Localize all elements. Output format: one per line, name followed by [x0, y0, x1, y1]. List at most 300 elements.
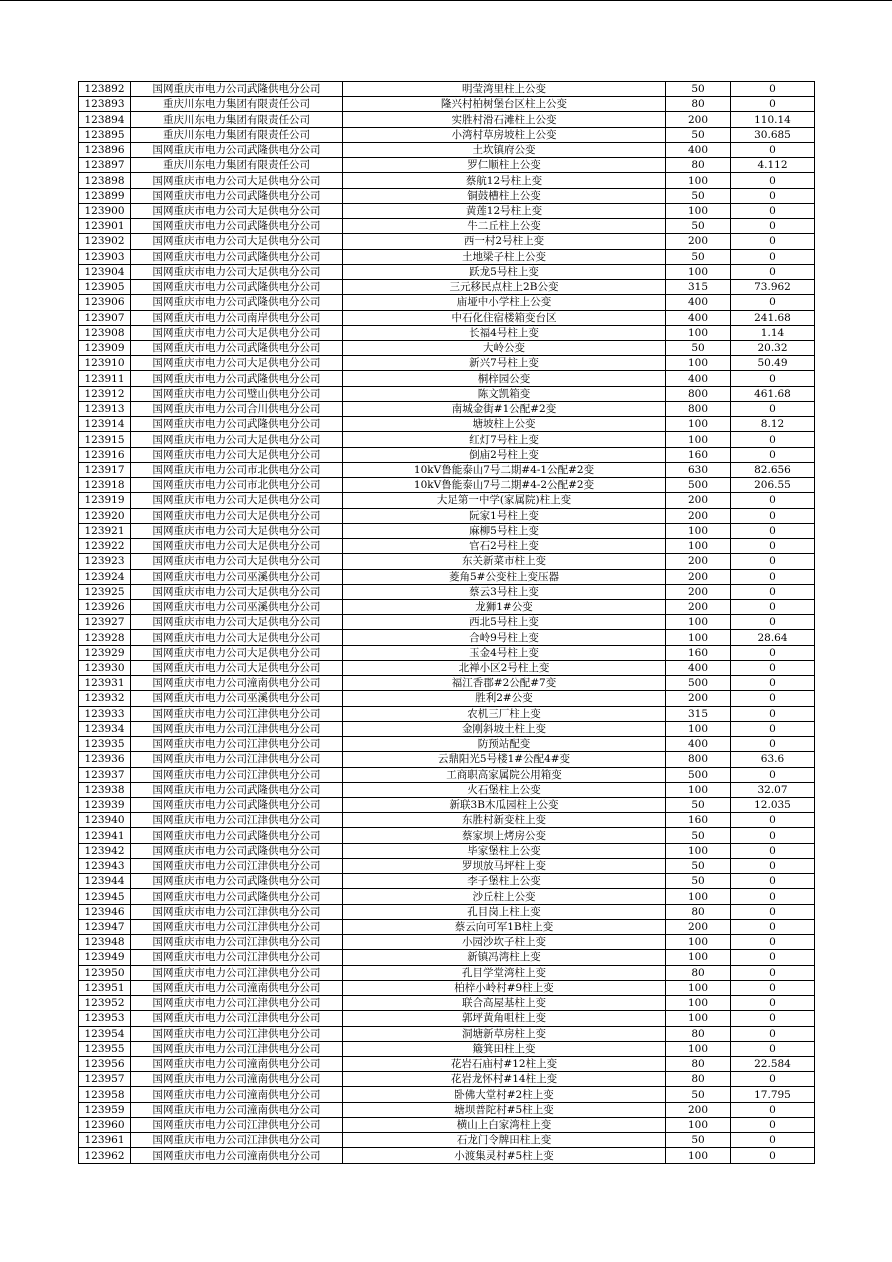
station-name-cell: 横山上白家湾柱上变	[343, 1117, 666, 1132]
value-cell: 0	[731, 965, 815, 980]
company-cell: 国网重庆市电力公司武隆供电分公司	[131, 417, 343, 432]
row-id-cell: 123937	[79, 767, 131, 782]
table-row	[79, 432, 815, 447]
station-name-cell: 10kV鲁能泰山7号二期#4-2公配#2变	[343, 478, 666, 493]
value-cell: 20.32	[731, 340, 815, 355]
table-row	[79, 219, 815, 234]
company-cell: 国网重庆市电力公司大足供电分公司	[131, 645, 343, 660]
capacity-cell: 160	[666, 645, 731, 660]
table-row	[79, 813, 815, 828]
company-cell: 国网重庆市电力公司江津供电分公司	[131, 858, 343, 873]
row-id-cell: 123921	[79, 523, 131, 538]
value-cell: 0	[731, 1072, 815, 1087]
value-cell: 0	[731, 950, 815, 965]
station-name-cell: 农机三厂柱上变	[343, 706, 666, 721]
station-name-cell: 火石堡柱上公变	[343, 782, 666, 797]
table-row	[79, 889, 815, 904]
row-id-cell: 123941	[79, 828, 131, 843]
row-id-cell: 123916	[79, 447, 131, 462]
company-cell: 重庆川东电力集团有限责任公司	[131, 97, 343, 112]
company-cell: 国网重庆市电力公司潼南供电分公司	[131, 676, 343, 691]
company-cell: 国网重庆市电力公司南岸供电分公司	[131, 310, 343, 325]
station-name-cell: 蔡云3号柱上变	[343, 584, 666, 599]
row-id-cell: 123906	[79, 295, 131, 310]
station-name-cell: 土地梁子柱上公变	[343, 249, 666, 264]
table-row	[79, 980, 815, 995]
station-name-cell: 孔目学堂湾柱上变	[343, 965, 666, 980]
page-top-rule	[0, 0, 892, 1]
row-id-cell: 123957	[79, 1072, 131, 1087]
value-cell: 0	[731, 523, 815, 538]
table-row	[79, 1102, 815, 1117]
station-name-cell: 福江香郡#2公配#7变	[343, 676, 666, 691]
row-id-cell: 123940	[79, 813, 131, 828]
row-id-cell: 123904	[79, 264, 131, 279]
table-row	[79, 417, 815, 432]
station-name-cell: 云鼎阳光5号楼1#公配4#变	[343, 752, 666, 767]
company-cell: 国网重庆市电力公司大足供电分公司	[131, 203, 343, 218]
value-cell: 0	[731, 554, 815, 569]
station-name-cell: 沙丘柱上公变	[343, 889, 666, 904]
row-id-cell: 123925	[79, 584, 131, 599]
capacity-cell: 200	[666, 569, 731, 584]
table-row	[79, 950, 815, 965]
value-cell: 0	[731, 919, 815, 934]
station-name-cell: 庙垭中小学柱上公变	[343, 295, 666, 310]
value-cell: 0	[731, 721, 815, 736]
company-cell: 国网重庆市电力公司江津供电分公司	[131, 919, 343, 934]
value-cell: 1.14	[731, 325, 815, 340]
value-cell: 461.68	[731, 386, 815, 401]
value-cell: 0	[731, 691, 815, 706]
company-cell: 国网重庆市电力公司大足供电分公司	[131, 356, 343, 371]
value-cell: 0	[731, 1102, 815, 1117]
table-row	[79, 310, 815, 325]
company-cell: 国网重庆市电力公司武隆供电分公司	[131, 371, 343, 386]
table-row	[79, 340, 815, 355]
company-cell: 国网重庆市电力公司江津供电分公司	[131, 737, 343, 752]
station-name-cell: 东关新菜市柱上变	[343, 554, 666, 569]
row-id-cell: 123933	[79, 706, 131, 721]
capacity-cell: 160	[666, 447, 731, 462]
value-cell: 241.68	[731, 310, 815, 325]
capacity-cell: 315	[666, 706, 731, 721]
station-name-cell: 官石2号柱上变	[343, 539, 666, 554]
company-cell: 国网重庆市电力公司潼南供电分公司	[131, 1148, 343, 1163]
table-row	[79, 919, 815, 934]
row-id-cell: 123895	[79, 127, 131, 142]
company-cell: 国网重庆市电力公司江津供电分公司	[131, 1133, 343, 1148]
company-cell: 国网重庆市电力公司大足供电分公司	[131, 539, 343, 554]
value-cell: 0	[731, 874, 815, 889]
station-name-cell: 小园沙坎子柱上变	[343, 935, 666, 950]
value-cell: 0	[731, 1117, 815, 1132]
value-cell: 0	[731, 737, 815, 752]
station-name-cell: 花岩龙怀村#14柱上变	[343, 1072, 666, 1087]
company-cell: 国网重庆市电力公司江津供电分公司	[131, 1011, 343, 1026]
data-table	[78, 81, 815, 1164]
row-id-cell: 123953	[79, 1011, 131, 1026]
capacity-cell: 50	[666, 340, 731, 355]
table-row	[79, 615, 815, 630]
value-cell: 0	[731, 584, 815, 599]
row-id-cell: 123931	[79, 676, 131, 691]
table-row	[79, 158, 815, 173]
company-cell: 国网重庆市电力公司江津供电分公司	[131, 721, 343, 736]
value-cell: 0	[731, 295, 815, 310]
row-id-cell: 123938	[79, 782, 131, 797]
capacity-cell: 50	[666, 127, 731, 142]
station-name-cell: 毕家堡柱上公变	[343, 843, 666, 858]
capacity-cell: 100	[666, 615, 731, 630]
station-name-cell: 黄莲12号柱上变	[343, 203, 666, 218]
company-cell: 国网重庆市电力公司江津供电分公司	[131, 767, 343, 782]
table-row	[79, 630, 815, 645]
capacity-cell: 50	[666, 82, 731, 97]
value-cell: 0	[731, 203, 815, 218]
company-cell: 国网重庆市电力公司江津供电分公司	[131, 935, 343, 950]
station-name-cell: 郭坪黄角咀柱上变	[343, 1011, 666, 1026]
value-cell: 0	[731, 858, 815, 873]
table-row	[79, 386, 815, 401]
table-row	[79, 1026, 815, 1041]
station-name-cell: 金刚斜坡土柱上变	[343, 721, 666, 736]
station-name-cell: 桐梓园公变	[343, 371, 666, 386]
row-id-cell: 123910	[79, 356, 131, 371]
capacity-cell: 200	[666, 919, 731, 934]
company-cell: 国网重庆市电力公司江津供电分公司	[131, 1041, 343, 1056]
table-row	[79, 996, 815, 1011]
table-row	[79, 280, 815, 295]
capacity-cell: 100	[666, 432, 731, 447]
table-row	[79, 249, 815, 264]
row-id-cell: 123911	[79, 371, 131, 386]
row-id-cell: 123903	[79, 249, 131, 264]
company-cell: 国网重庆市电力公司潼南供电分公司	[131, 1057, 343, 1072]
value-cell: 0	[731, 493, 815, 508]
station-name-cell: 隆兴村柏树堡台区柱上公变	[343, 97, 666, 112]
company-cell: 国网重庆市电力公司武隆供电分公司	[131, 889, 343, 904]
table-row	[79, 295, 815, 310]
capacity-cell: 100	[666, 1011, 731, 1026]
company-cell: 国网重庆市电力公司大足供电分公司	[131, 432, 343, 447]
capacity-cell: 100	[666, 935, 731, 950]
value-cell: 0	[731, 599, 815, 614]
value-cell: 0	[731, 539, 815, 554]
capacity-cell: 800	[666, 752, 731, 767]
company-cell: 国网重庆市电力公司江津供电分公司	[131, 950, 343, 965]
station-name-cell: 跃龙5号柱上变	[343, 264, 666, 279]
value-cell: 0	[731, 645, 815, 660]
table-row	[79, 447, 815, 462]
row-id-cell: 123914	[79, 417, 131, 432]
value-cell: 0	[731, 935, 815, 950]
row-id-cell: 123907	[79, 310, 131, 325]
row-id-cell: 123942	[79, 843, 131, 858]
row-id-cell: 123915	[79, 432, 131, 447]
row-id-cell: 123930	[79, 660, 131, 675]
capacity-cell: 80	[666, 158, 731, 173]
row-id-cell: 123944	[79, 874, 131, 889]
value-cell: 0	[731, 843, 815, 858]
table-row	[79, 493, 815, 508]
capacity-cell: 500	[666, 767, 731, 782]
value-cell: 0	[731, 615, 815, 630]
company-cell: 国网重庆市电力公司武隆供电分公司	[131, 219, 343, 234]
table-row	[79, 721, 815, 736]
station-name-cell: 龙狮1#公变	[343, 599, 666, 614]
table-row	[79, 904, 815, 919]
row-id-cell: 123909	[79, 340, 131, 355]
table-row	[79, 173, 815, 188]
station-name-cell: 洞塘新草房柱上变	[343, 1026, 666, 1041]
station-name-cell: 新联3B木瓜园柱上公变	[343, 798, 666, 813]
capacity-cell: 100	[666, 264, 731, 279]
capacity-cell: 400	[666, 371, 731, 386]
capacity-cell: 400	[666, 142, 731, 157]
company-cell: 重庆川东电力集团有限责任公司	[131, 127, 343, 142]
table-row	[79, 706, 815, 721]
station-name-cell: 罗仁顺柱上公变	[343, 158, 666, 173]
capacity-cell: 100	[666, 173, 731, 188]
company-cell: 国网重庆市电力公司武隆供电分公司	[131, 782, 343, 797]
capacity-cell: 80	[666, 965, 731, 980]
station-name-cell: 西北5号柱上变	[343, 615, 666, 630]
value-cell: 0	[731, 660, 815, 675]
company-cell: 国网重庆市电力公司潼南供电分公司	[131, 980, 343, 995]
table-row	[79, 1041, 815, 1056]
station-name-cell: 防预站配变	[343, 737, 666, 752]
capacity-cell: 100	[666, 843, 731, 858]
capacity-cell: 200	[666, 599, 731, 614]
value-cell: 0	[731, 432, 815, 447]
capacity-cell: 50	[666, 798, 731, 813]
value-cell: 206.55	[731, 478, 815, 493]
company-cell: 国网重庆市电力公司武隆供电分公司	[131, 874, 343, 889]
capacity-cell: 80	[666, 97, 731, 112]
capacity-cell: 50	[666, 828, 731, 843]
station-name-cell: 联合高屋基柱上变	[343, 996, 666, 1011]
capacity-cell: 100	[666, 782, 731, 797]
row-id-cell: 123954	[79, 1026, 131, 1041]
row-id-cell: 123939	[79, 798, 131, 813]
station-name-cell: 蔡家坝上烤房公变	[343, 828, 666, 843]
company-cell: 国网重庆市电力公司大足供电分公司	[131, 630, 343, 645]
row-id-cell: 123947	[79, 919, 131, 934]
table-row	[79, 142, 815, 157]
row-id-cell: 123927	[79, 615, 131, 630]
table-body	[79, 82, 815, 1164]
station-name-cell: 石龙门令牌田柱上变	[343, 1133, 666, 1148]
company-cell: 国网重庆市电力公司大足供电分公司	[131, 554, 343, 569]
station-name-cell: 柏梓小岭村#9柱上变	[343, 980, 666, 995]
row-id-cell: 123902	[79, 234, 131, 249]
table-row	[79, 858, 815, 873]
value-cell: 0	[731, 1011, 815, 1026]
row-id-cell: 123892	[79, 82, 131, 97]
value-cell: 73.962	[731, 280, 815, 295]
value-cell: 110.14	[731, 112, 815, 127]
table-row	[79, 1117, 815, 1132]
table-row	[79, 660, 815, 675]
table-row	[79, 325, 815, 340]
company-cell: 国网重庆市电力公司巫溪供电分公司	[131, 569, 343, 584]
company-cell: 国网重庆市电力公司武隆供电分公司	[131, 843, 343, 858]
row-id-cell: 123922	[79, 539, 131, 554]
capacity-cell: 80	[666, 904, 731, 919]
company-cell: 国网重庆市电力公司武隆供电分公司	[131, 249, 343, 264]
table-row	[79, 691, 815, 706]
capacity-cell: 100	[666, 980, 731, 995]
table-row	[79, 234, 815, 249]
company-cell: 国网重庆市电力公司江津供电分公司	[131, 813, 343, 828]
company-cell: 国网重庆市电力公司江津供电分公司	[131, 904, 343, 919]
row-id-cell: 123912	[79, 386, 131, 401]
station-name-cell: 倒庙2号柱上变	[343, 447, 666, 462]
capacity-cell: 100	[666, 523, 731, 538]
capacity-cell: 50	[666, 874, 731, 889]
table-row	[79, 1011, 815, 1026]
station-name-cell: 阮家1号柱上变	[343, 508, 666, 523]
capacity-cell: 160	[666, 813, 731, 828]
table-row	[79, 1133, 815, 1148]
station-name-cell: 塘坝普陀村#5柱上变	[343, 1102, 666, 1117]
company-cell: 国网重庆市电力公司武隆供电分公司	[131, 798, 343, 813]
capacity-cell: 200	[666, 508, 731, 523]
capacity-cell: 80	[666, 1057, 731, 1072]
capacity-cell: 100	[666, 1148, 731, 1163]
value-cell: 0	[731, 142, 815, 157]
station-name-cell: 玉金4号柱上变	[343, 645, 666, 660]
value-cell: 30.685	[731, 127, 815, 142]
company-cell: 国网重庆市电力公司巫溪供电分公司	[131, 599, 343, 614]
company-cell: 国网重庆市电力公司大足供电分公司	[131, 264, 343, 279]
row-id-cell: 123948	[79, 935, 131, 950]
value-cell: 0	[731, 813, 815, 828]
capacity-cell: 80	[666, 1072, 731, 1087]
capacity-cell: 100	[666, 1117, 731, 1132]
table-row	[79, 584, 815, 599]
company-cell: 国网重庆市电力公司大足供电分公司	[131, 234, 343, 249]
company-cell: 国网重庆市电力公司武隆供电分公司	[131, 142, 343, 157]
value-cell: 0	[731, 828, 815, 843]
table-row	[79, 203, 815, 218]
station-name-cell: 陈文凯箱变	[343, 386, 666, 401]
capacity-cell: 400	[666, 310, 731, 325]
table-row	[79, 523, 815, 538]
row-id-cell: 123928	[79, 630, 131, 645]
company-cell: 国网重庆市电力公司巫溪供电分公司	[131, 691, 343, 706]
row-id-cell: 123934	[79, 721, 131, 736]
company-cell: 国网重庆市电力公司潼南供电分公司	[131, 1072, 343, 1087]
table-row	[79, 1148, 815, 1163]
row-id-cell: 123946	[79, 904, 131, 919]
capacity-cell: 50	[666, 858, 731, 873]
capacity-cell: 100	[666, 630, 731, 645]
row-id-cell: 123920	[79, 508, 131, 523]
value-cell: 0	[731, 676, 815, 691]
company-cell: 国网重庆市电力公司江津供电分公司	[131, 1026, 343, 1041]
value-cell: 0	[731, 82, 815, 97]
row-id-cell: 123913	[79, 401, 131, 416]
row-id-cell: 123901	[79, 219, 131, 234]
company-cell: 国网重庆市电力公司大足供电分公司	[131, 523, 343, 538]
value-cell: 0	[731, 97, 815, 112]
capacity-cell: 100	[666, 325, 731, 340]
value-cell: 0	[731, 904, 815, 919]
value-cell: 0	[731, 264, 815, 279]
station-name-cell: 10kV鲁能泰山7号二期#4-1公配#2变	[343, 462, 666, 477]
row-id-cell: 123918	[79, 478, 131, 493]
row-id-cell: 123951	[79, 980, 131, 995]
value-cell: 0	[731, 706, 815, 721]
table-row	[79, 508, 815, 523]
capacity-cell: 200	[666, 584, 731, 599]
station-name-cell: 北禅小区2号柱上变	[343, 660, 666, 675]
table-row	[79, 356, 815, 371]
table-row	[79, 965, 815, 980]
row-id-cell: 123945	[79, 889, 131, 904]
company-cell: 国网重庆市电力公司大足供电分公司	[131, 325, 343, 340]
table-row	[79, 843, 815, 858]
station-name-cell: 明莹湾里柱上公变	[343, 82, 666, 97]
capacity-cell: 200	[666, 554, 731, 569]
table-row	[79, 97, 815, 112]
row-id-cell: 123900	[79, 203, 131, 218]
table-row	[79, 767, 815, 782]
company-cell: 国网重庆市电力公司武隆供电分公司	[131, 340, 343, 355]
row-id-cell: 123936	[79, 752, 131, 767]
value-cell: 4.112	[731, 158, 815, 173]
row-id-cell: 123959	[79, 1102, 131, 1117]
row-id-cell: 123893	[79, 97, 131, 112]
value-cell: 8.12	[731, 417, 815, 432]
value-cell: 0	[731, 173, 815, 188]
station-name-cell: 三元移民点柱上2B公变	[343, 280, 666, 295]
company-cell: 国网重庆市电力公司江津供电分公司	[131, 706, 343, 721]
station-name-cell: 蔡云向可军1B柱上变	[343, 919, 666, 934]
row-id-cell: 123926	[79, 599, 131, 614]
capacity-cell: 315	[666, 280, 731, 295]
capacity-cell: 100	[666, 889, 731, 904]
row-id-cell: 123897	[79, 158, 131, 173]
row-id-cell: 123896	[79, 142, 131, 157]
capacity-cell: 630	[666, 462, 731, 477]
capacity-cell: 80	[666, 1026, 731, 1041]
capacity-cell: 100	[666, 996, 731, 1011]
row-id-cell: 123908	[79, 325, 131, 340]
table-row	[79, 554, 815, 569]
capacity-cell: 100	[666, 203, 731, 218]
table-row	[79, 599, 815, 614]
value-cell: 32.07	[731, 782, 815, 797]
value-cell: 12.035	[731, 798, 815, 813]
company-cell: 国网重庆市电力公司武隆供电分公司	[131, 828, 343, 843]
row-id-cell: 123952	[79, 996, 131, 1011]
capacity-cell: 800	[666, 386, 731, 401]
company-cell: 国网重庆市电力公司武隆供电分公司	[131, 295, 343, 310]
station-name-cell: 小湾村草房坡柱上公变	[343, 127, 666, 142]
station-name-cell: 牛二丘柱上公变	[343, 219, 666, 234]
table-row	[79, 478, 815, 493]
company-cell: 国网重庆市电力公司潼南供电分公司	[131, 1087, 343, 1102]
value-cell: 0	[731, 447, 815, 462]
table-row	[79, 752, 815, 767]
company-cell: 国网重庆市电力公司江津供电分公司	[131, 965, 343, 980]
table-row	[79, 935, 815, 950]
value-cell: 0	[731, 219, 815, 234]
value-cell: 0	[731, 889, 815, 904]
